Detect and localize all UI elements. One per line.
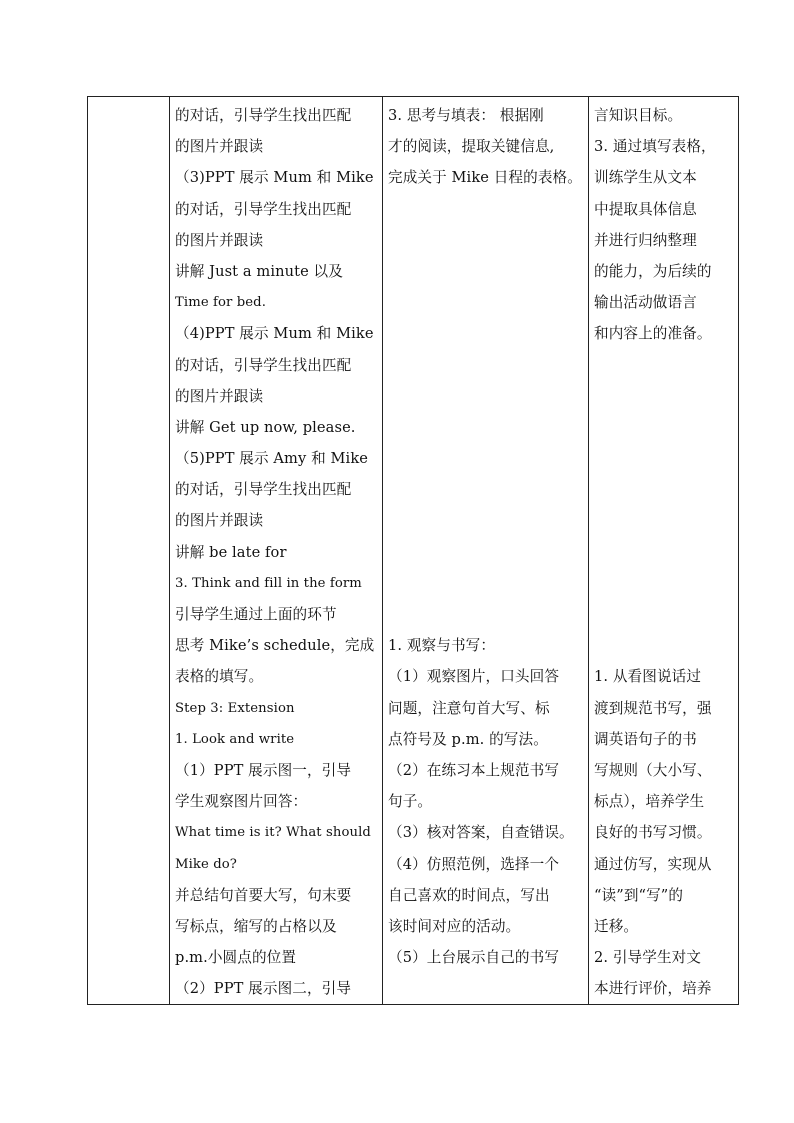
text-line: 完成关于 Mike 日程的表格。 bbox=[388, 169, 582, 187]
text-line: 表格的填写。 bbox=[175, 668, 264, 686]
text-line: 写标点，缩写的占格以及 bbox=[175, 917, 337, 935]
text-line: 调英语句子的书 bbox=[594, 730, 697, 748]
design-purpose-cell bbox=[589, 97, 739, 1005]
text-line: 的能力，为后续的 bbox=[594, 262, 712, 280]
text-line: p.m.小圆点的位置 bbox=[175, 949, 297, 967]
text-line: （2）PPT 展示图二，引导 bbox=[175, 980, 352, 998]
text-line: 的图片并跟读 bbox=[175, 138, 264, 156]
text-line: 讲解 be late for bbox=[175, 543, 287, 561]
text-line: 的图片并跟读 bbox=[175, 231, 264, 249]
text-line: （5）上台展示自己的书写 bbox=[388, 949, 560, 967]
table-row bbox=[88, 97, 739, 1005]
text-line: Step 3: Extension bbox=[175, 700, 295, 716]
text-line: 的图片并跟读 bbox=[175, 512, 264, 530]
text-line: 的对话，引导学生找出匹配 bbox=[175, 356, 352, 374]
text-line: 中提取具体信息 bbox=[594, 200, 697, 218]
text-line: 的对话，引导学生找出匹配 bbox=[175, 107, 352, 124]
text-line: Mike do? bbox=[175, 856, 237, 872]
text-line: 讲解 Just a minute 以及 bbox=[175, 262, 343, 280]
text-line: （1）PPT 展示图一，引导 bbox=[175, 761, 352, 779]
text-line: 并总结句首要大写，句末要 bbox=[175, 886, 352, 904]
text-line: 讲解 Get up now, please. bbox=[175, 418, 356, 436]
text-line: 3. 思考与填表： 根据刚 bbox=[388, 107, 544, 124]
text-line: 迁移。 bbox=[594, 917, 639, 935]
text-line: （1）观察图片，口头回答 bbox=[388, 668, 560, 686]
text-line: 良好的书写习惯。 bbox=[594, 824, 712, 842]
text-line: 1. 从看图说话过 bbox=[594, 668, 702, 686]
stage-cell bbox=[88, 97, 170, 1005]
text-line: 该时间对应的活动。 bbox=[388, 917, 521, 935]
text-line: 的对话，引导学生找出匹配 bbox=[175, 481, 352, 499]
teacher-activity-cell bbox=[170, 97, 383, 1005]
text-line: 渡到规范书写，强 bbox=[594, 699, 712, 717]
text-line: 通过仿写，实现从 bbox=[594, 855, 712, 873]
text-line: Time for bed. bbox=[175, 295, 267, 311]
text-line: （4)PPT 展示 Mum 和 Mike bbox=[175, 325, 374, 343]
text-line: 点符号及 p.m. 的写法。 bbox=[388, 730, 548, 748]
text-line: 的图片并跟读 bbox=[175, 387, 264, 405]
text-line: （2）在练习本上规范书写 bbox=[388, 761, 560, 779]
text-line: （3）核对答案，自查错误。 bbox=[388, 824, 574, 842]
text-line: 问题，注意句首大写、标 bbox=[388, 699, 550, 717]
text-line: 才的阅读，提取关键信息, bbox=[388, 138, 555, 156]
text-line: 标点），培养学生 bbox=[594, 793, 705, 811]
text-line: 句子。 bbox=[388, 793, 433, 811]
text-line: 写规则（大小写、 bbox=[594, 761, 712, 779]
text-line: 2. 引导学生对文 bbox=[594, 949, 702, 967]
text-line: （3)PPT 展示 Mum 和 Mike bbox=[175, 169, 374, 187]
text-line: （4）仿照范例，选择一个 bbox=[388, 855, 560, 873]
text-line: 的对话，引导学生找出匹配 bbox=[175, 200, 352, 218]
lesson-plan-table bbox=[87, 96, 739, 1005]
text-line: 1. 观察与书写： bbox=[388, 637, 496, 655]
text-line: 自己喜欢的时间点，写出 bbox=[388, 886, 550, 904]
text-line: 和内容上的准备。 bbox=[594, 325, 712, 343]
text-line: 输出活动做语言 bbox=[594, 294, 697, 312]
text-line: 引导学生通过上面的环节 bbox=[175, 606, 337, 623]
text-line: 训练学生从文本 bbox=[594, 169, 697, 187]
text-line: 言知识目标。 bbox=[594, 107, 683, 124]
text-line: 3. Think and fill in the form bbox=[175, 575, 362, 591]
text-line: 并进行归纳整理 bbox=[594, 231, 697, 249]
text-line: （5)PPT 展示 Amy 和 Mike bbox=[175, 450, 368, 468]
text-line: “读”到“写”的 bbox=[594, 886, 684, 904]
text-line: What time is it? What should bbox=[175, 825, 371, 841]
student-activity-cell bbox=[383, 97, 589, 1005]
text-line: 学生观察图片回答： bbox=[175, 793, 308, 811]
text-line: 本进行评价，培养 bbox=[594, 980, 712, 998]
text-line: 1. Look and write bbox=[175, 731, 295, 747]
text-line: 思考 Mike’s schedule，完成 bbox=[175, 637, 375, 655]
text-line: 3. 通过填写表格， bbox=[594, 138, 716, 156]
